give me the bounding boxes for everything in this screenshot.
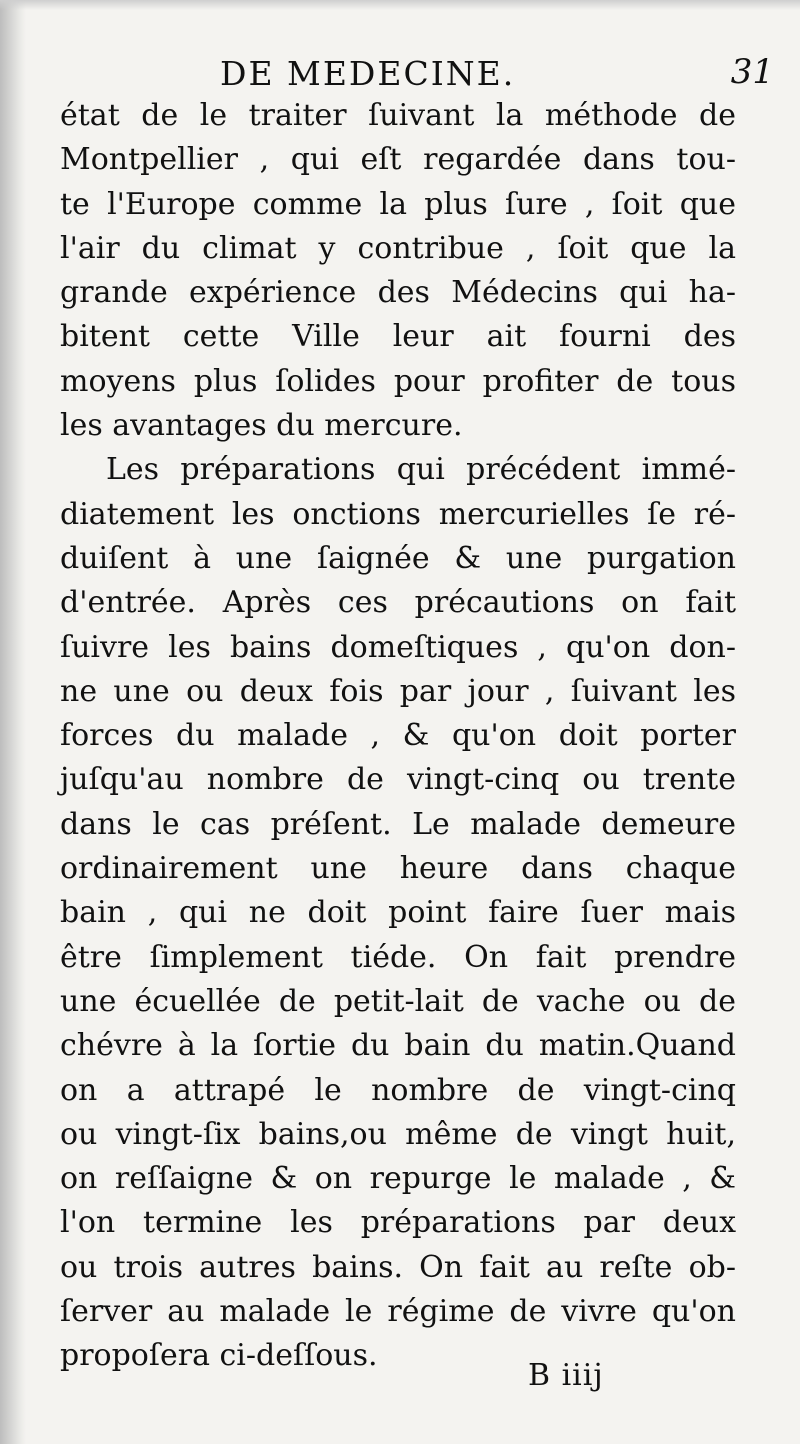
text-line: ſuivre les bains domeſtiques , qu'on don- xyxy=(60,629,736,665)
text-line: les avantages du mercure. xyxy=(60,408,463,444)
text-line: te l'Europe comme la plus ſure , ſoit que xyxy=(60,186,736,222)
text-line: état de le traiter ſuivant la méthode de xyxy=(60,98,736,133)
body-text xyxy=(60,94,736,1379)
text-line: être ſimplement tiéde. On fait prendre xyxy=(60,939,736,975)
text-line: une écuellée de petit-lait de vache ou de xyxy=(60,983,736,1019)
text-line: Les préparations qui précédent immé- xyxy=(106,452,736,488)
page-number: 31 xyxy=(730,52,774,92)
text-line: chévre à la ſortie du bain du matin.Quand xyxy=(60,1028,736,1064)
text-line: juſqu'au nombre de vingt-cinq ou trente xyxy=(60,762,736,798)
text-line: l'air du climat y contribue , ſoit que la xyxy=(60,230,736,266)
text-line: bitent cette Ville leur ait fourni des xyxy=(60,319,736,355)
text-line: dans le cas préſent. Le malade demeure xyxy=(60,806,736,842)
text-line: moyens plus ſolides pour profiter de tous xyxy=(60,363,736,399)
text-line: grande expérience des Médecins qui ha- xyxy=(60,275,736,311)
running-head xyxy=(60,50,776,94)
text-line: forces du malade , & qu'on doit porter xyxy=(60,718,736,754)
text-line: on reſſaigne & on repurge le malade , & xyxy=(60,1161,736,1197)
signature-mark: B iiij xyxy=(528,1358,604,1393)
text-line: l'on termine les préparations par deux xyxy=(60,1205,736,1241)
text-line: ou vingt-ſix bains,ou même de vingt huit, xyxy=(60,1116,736,1152)
text-line: d'entrée. Après ces précautions on fait xyxy=(60,585,736,621)
text-line: duiſent à une ſaignée & une purgation xyxy=(60,540,736,576)
text-line: on a attrapé le nombre de vingt-cinq xyxy=(60,1072,736,1108)
text-line: Montpellier , qui eſt regardée dans tou- xyxy=(60,142,736,178)
text-line: ou trois autres bains. On fait au reſte ob- xyxy=(60,1249,736,1285)
text-line: diatement les onctions mercurielles ſe ré- xyxy=(60,496,736,532)
text-line: bain , qui ne doit point faire ſuer mais xyxy=(60,895,736,931)
text-line: propoſera ci-deſſous. xyxy=(60,1338,378,1374)
text-line: ſerver au malade le régime de vivre qu'on xyxy=(60,1294,736,1330)
text-line: ne une ou deux fois par jour , ſuivant les xyxy=(60,673,736,709)
running-title: DE MEDECINE. xyxy=(220,54,516,93)
text-line: ordinairement une heure dans chaque xyxy=(60,851,736,887)
